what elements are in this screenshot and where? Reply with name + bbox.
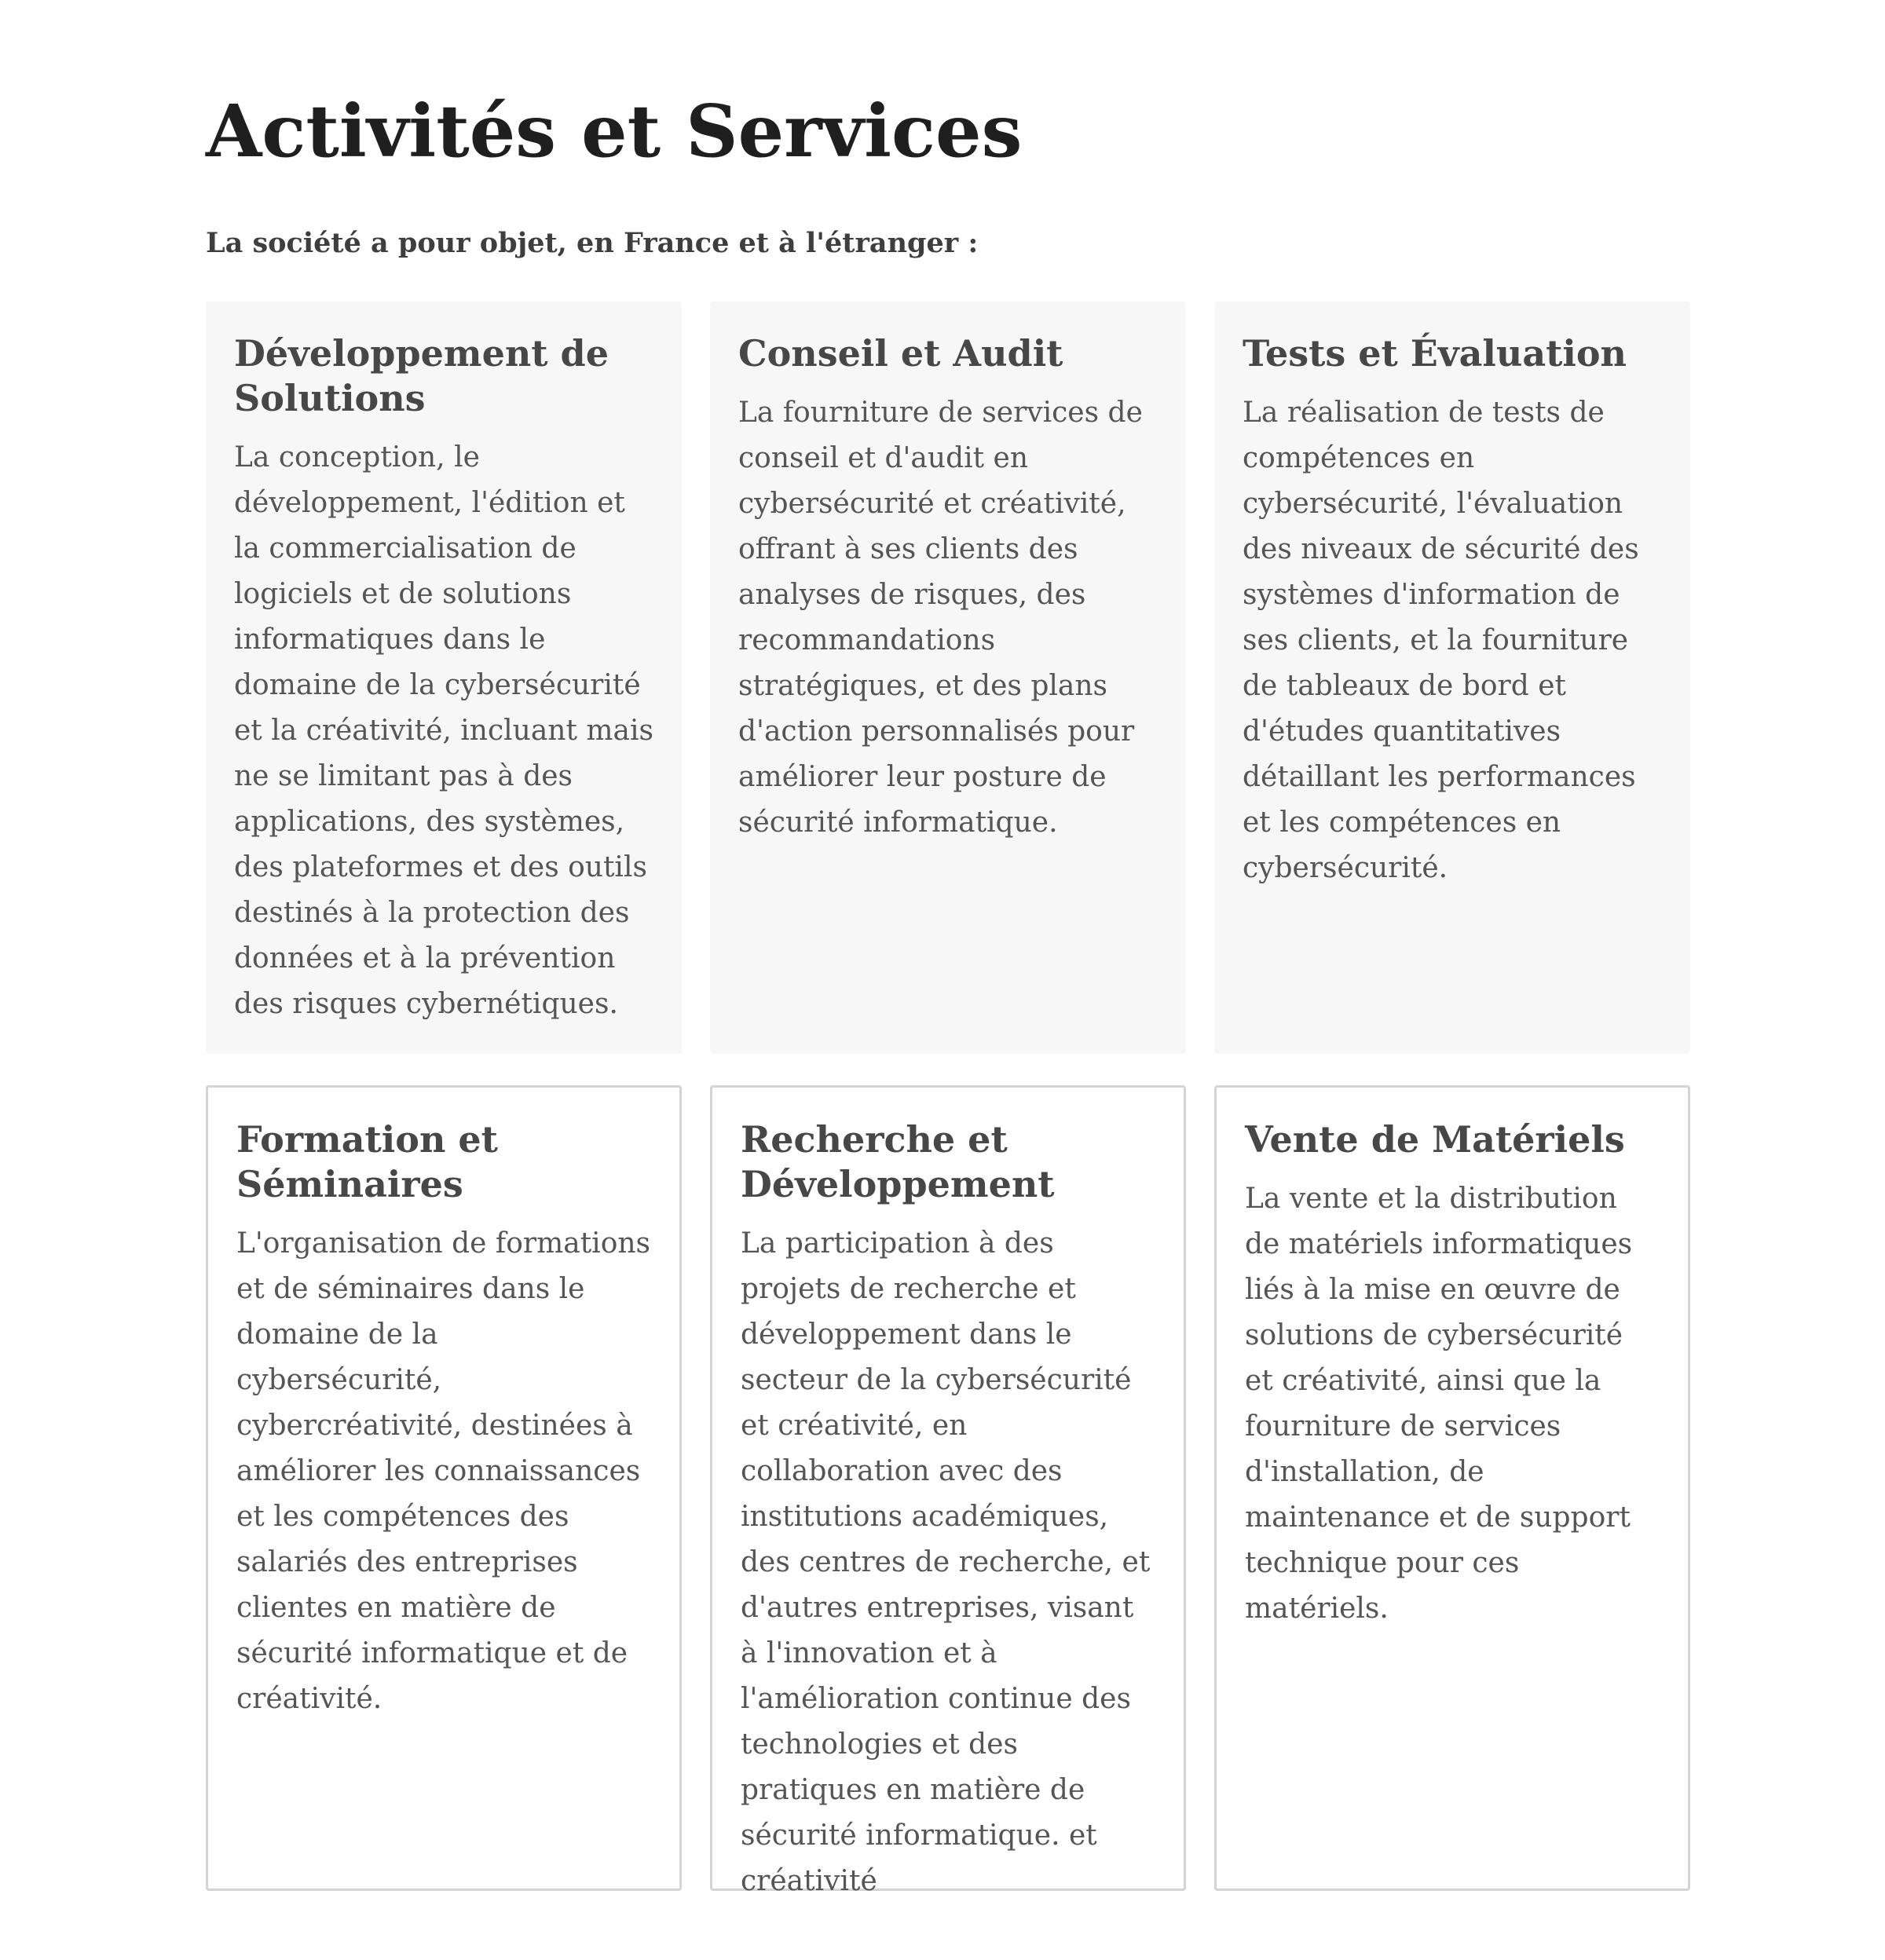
services-grid	[206, 302, 1690, 1897]
service-card-title: Tests et Évaluation	[1243, 332, 1627, 375]
service-card-text: L'organisation de formations et de séminaires dans le domaine de la cybersécurité, cybercréativité, destinées à améliorer les connaissances et les compétences des salariés des entreprises clientes en matière de sécurité informatique et de créativité.	[236, 1227, 651, 1715]
service-card-title: Développement de Solutions	[234, 332, 609, 419]
service-card-training	[206, 1085, 682, 1891]
service-card-title: Formation et Séminaires	[236, 1118, 498, 1205]
service-card-text: La vente et la distribution de matériels informatiques liés à la mise en œuvre de solutions de cybersécurité et créativité, ainsi que la fourniture de services d'installation, de maintenance et de support technique pour ces matériels.	[1245, 1183, 1633, 1625]
service-card-development	[206, 302, 682, 1054]
service-card-research	[710, 1085, 1186, 1897]
service-card-title: Conseil et Audit	[738, 332, 1063, 375]
service-card-title: Recherche et Développement	[741, 1118, 1055, 1205]
service-card-text: La réalisation de tests de compétences en cybersécurité, l'évaluation des niveaux de sécurité des systèmes d'information de ses clients, et la fourniture de tableaux de bord et d'études quantitatives détaillant les performances et les compétences en cybersécurité.	[1243, 397, 1639, 884]
service-card-text: La participation à des projets de recherche et développement dans le secteur de la cybersécurité et créativité, en collaboration avec des institutions académiques, des centres de recherche, et d'autres entreprises, visant à l'innovation et à l'amélioration continue des technologies et des pratiques en matière de sécurité informatique. et créativité	[741, 1227, 1151, 1897]
service-card-testing	[1214, 302, 1690, 1054]
page-title: Activités et Services	[206, 89, 1023, 174]
service-card-text: La fourniture de services de conseil et d'audit en cybersécurité et créativité, offrant à ses clients des analyses de risques, des recommandations stratégiques, et des plans d'action personnalisés pour améliorer leur posture de sécurité informatique.	[738, 397, 1143, 839]
intro-text: La société a pour objet, en France et à l'étranger :	[206, 227, 979, 259]
service-card-hardware-sales	[1214, 1085, 1690, 1891]
service-card-text: La conception, le développement, l'édition et la commercialisation de logiciels et de solutions informatiques dans le domaine de la cybersécurité et la créativité, incluant mais ne se limitant pas à des applications, des systèmes, des plateformes et des outils destinés à la protection des données et à la prévention des risques cybernétiques.	[234, 441, 653, 1020]
service-card-consulting	[710, 302, 1186, 1054]
service-card-title: Vente de Matériels	[1245, 1118, 1625, 1161]
